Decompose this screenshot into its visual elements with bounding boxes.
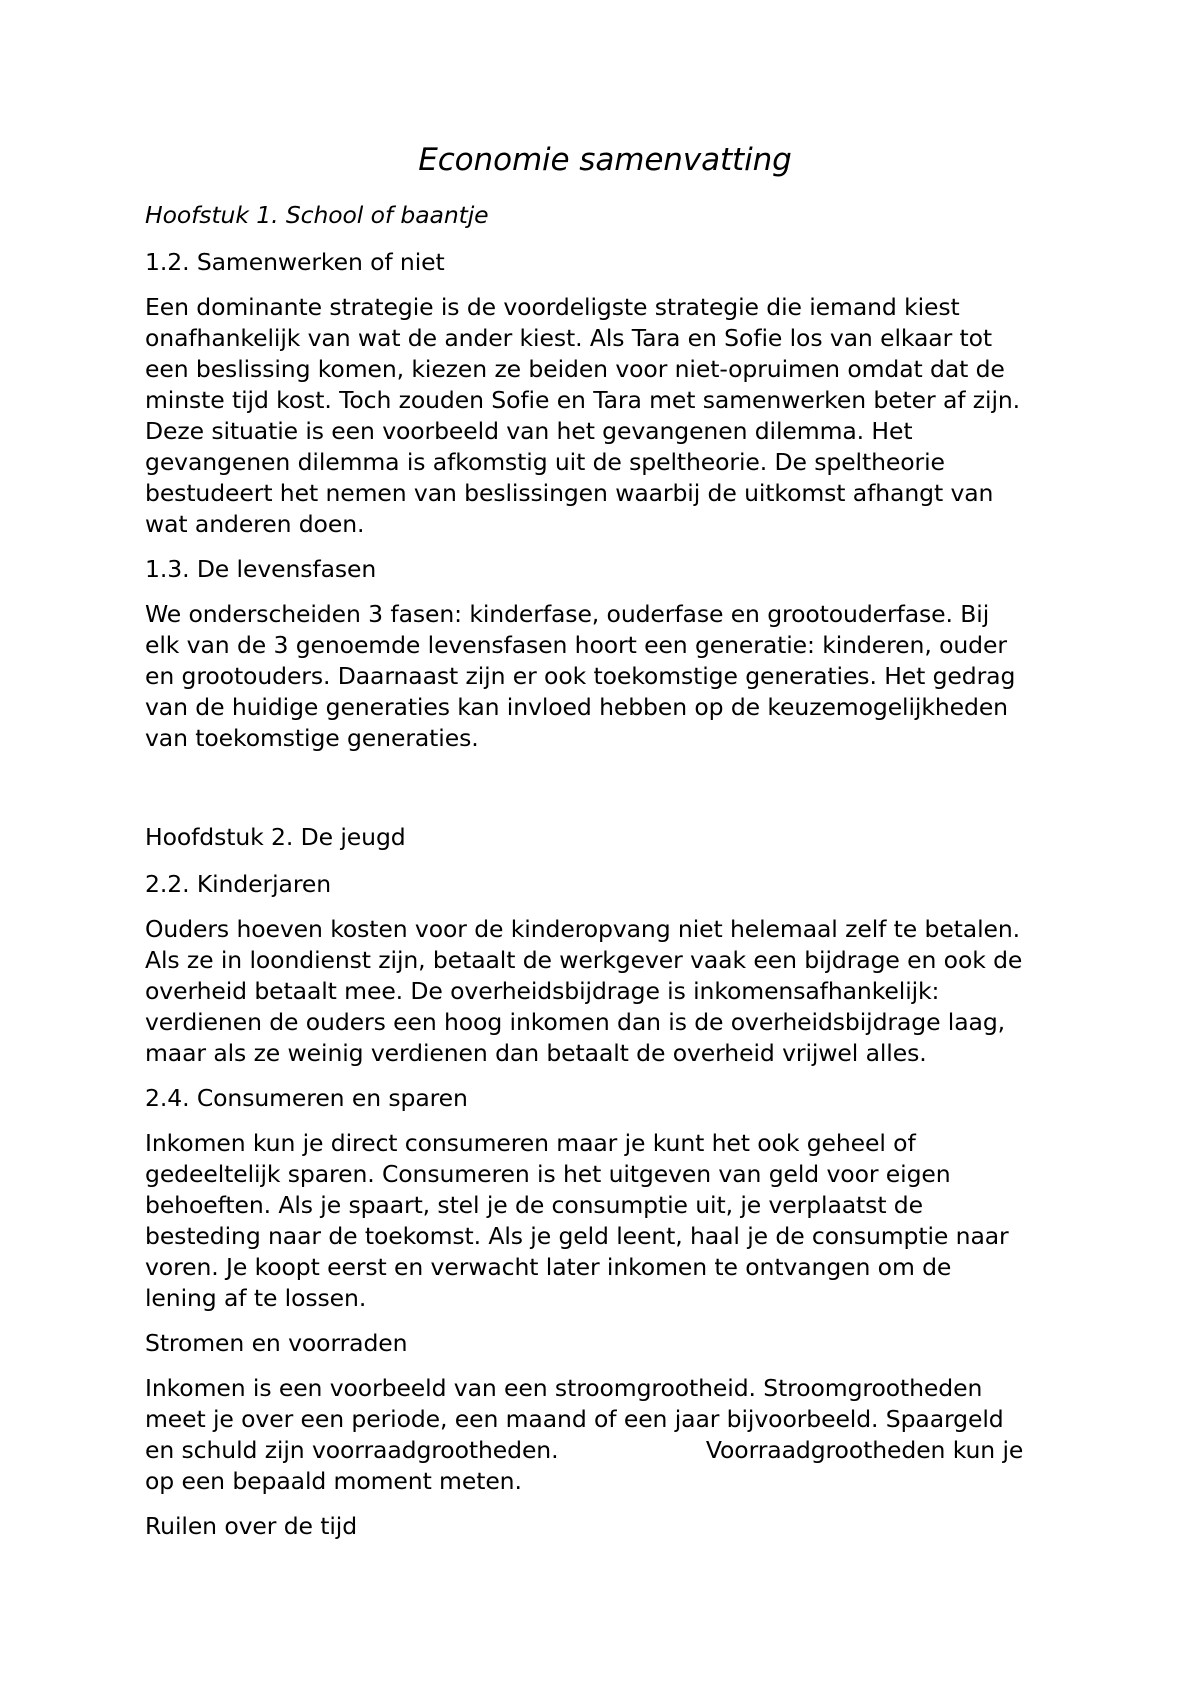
section-2-2-paragraph [145,914,1065,1069]
paragraph-line: Een dominante strategie is de voordeligste strategie die iemand kiest [145,293,960,321]
paragraph-line: meet je over een periode, een maand of een jaar bijvoorbeeld. Spaargeld [145,1405,1004,1433]
paragraph-line: van toekomstige generaties. [145,724,479,752]
paragraph-line: onafhankelijk van wat de ander kiest. Als Tara en Sofie los van elkaar tot [145,324,993,352]
paragraph-line: Ouders hoeven kosten voor de kinderopvang niet helemaal zelf te betalen. [145,915,1021,943]
section-1-2-heading: 1.2. Samenwerken of niet [145,248,445,276]
ruilen-heading: Ruilen over de tijd [145,1512,358,1540]
section-1-3-heading: 1.3. De levensfasen [145,555,377,583]
chapter-1-heading: Hoofstuk 1. School of baantje [145,201,489,229]
section-2-4-heading: 2.4. Consumeren en sparen [145,1084,468,1112]
paragraph-line: Inkomen kun je direct consumeren maar je kunt het ook geheel of [145,1129,916,1157]
chapter-2-heading: Hoofdstuk 2. De jeugd [145,823,406,851]
paragraph-line: een beslissing komen, kiezen ze beiden voor niet-opruimen omdat dat de [145,355,1005,383]
section-2-4-paragraph [145,1128,1065,1314]
paragraph-line: en grootouders. Daarnaast zijn er ook toekomstige generaties. Het gedrag [145,662,1016,690]
paragraph-line: verdienen de ouders een hoog inkomen dan is de overheidsbijdrage laag, [145,1008,1006,1036]
stromen-paragraph [145,1373,1065,1497]
paragraph-line: maar als ze weinig verdienen dan betaalt de overheid vrijwel alles. [145,1039,927,1067]
paragraph-line: Deze situatie is een voorbeeld van het gevangenen dilemma. Het [145,417,913,445]
paragraph-line: gevangenen dilemma is afkomstig uit de speltheorie. De speltheorie [145,448,945,476]
spacer [145,768,1065,822]
stromen-heading: Stromen en voorraden [145,1329,408,1357]
paragraph-line: overheid betaalt mee. De overheidsbijdrage is inkomensafhankelijk: [145,977,940,1005]
paragraph-line: en schuld zijn voorraadgrootheden. Voorraadgrootheden kun je [145,1436,1024,1464]
paragraph-line: elk van de 3 genoemde levensfasen hoort een generatie: kinderen, ouder [145,631,1007,659]
document-page [145,140,1065,1556]
paragraph-line: wat anderen doen. [145,510,365,538]
paragraph-line: Als ze in loondienst zijn, betaalt de werkgever vaak een bijdrage en ook de [145,946,1023,974]
paragraph-line: gedeeltelijk sparen. Consumeren is het uitgeven van geld voor eigen [145,1160,951,1188]
section-1-2-paragraph [145,292,1065,540]
document-title: Economie samenvatting [418,142,792,178]
paragraph-line: We onderscheiden 3 fasen: kinderfase, ouderfase en grootouderfase. Bij [145,600,990,628]
paragraph-line: lening af te lossen. [145,1284,367,1312]
paragraph-line: bestudeert het nemen van beslissingen waarbij de uitkomst afhangt van [145,479,994,507]
paragraph-line: van de huidige generaties kan invloed hebben op de keuzemogelijkheden [145,693,1008,721]
paragraph-line: besteding naar de toekomst. Als je geld leent, haal je de consumptie naar [145,1222,1009,1250]
section-1-3-paragraph [145,599,1065,754]
paragraph-line: behoeften. Als je spaart, stel je de consumptie uit, je verplaatst de [145,1191,923,1219]
paragraph-line: Inkomen is een voorbeeld van een stroomgrootheid. Stroomgrootheden [145,1374,983,1402]
paragraph-line: minste tijd kost. Toch zouden Sofie en Tara met samenwerken beter af zijn. [145,386,1021,414]
paragraph-line: voren. Je koopt eerst en verwacht later inkomen te ontvangen om de [145,1253,952,1281]
section-2-2-heading: 2.2. Kinderjaren [145,870,332,898]
paragraph-line: op een bepaald moment meten. [145,1467,522,1495]
